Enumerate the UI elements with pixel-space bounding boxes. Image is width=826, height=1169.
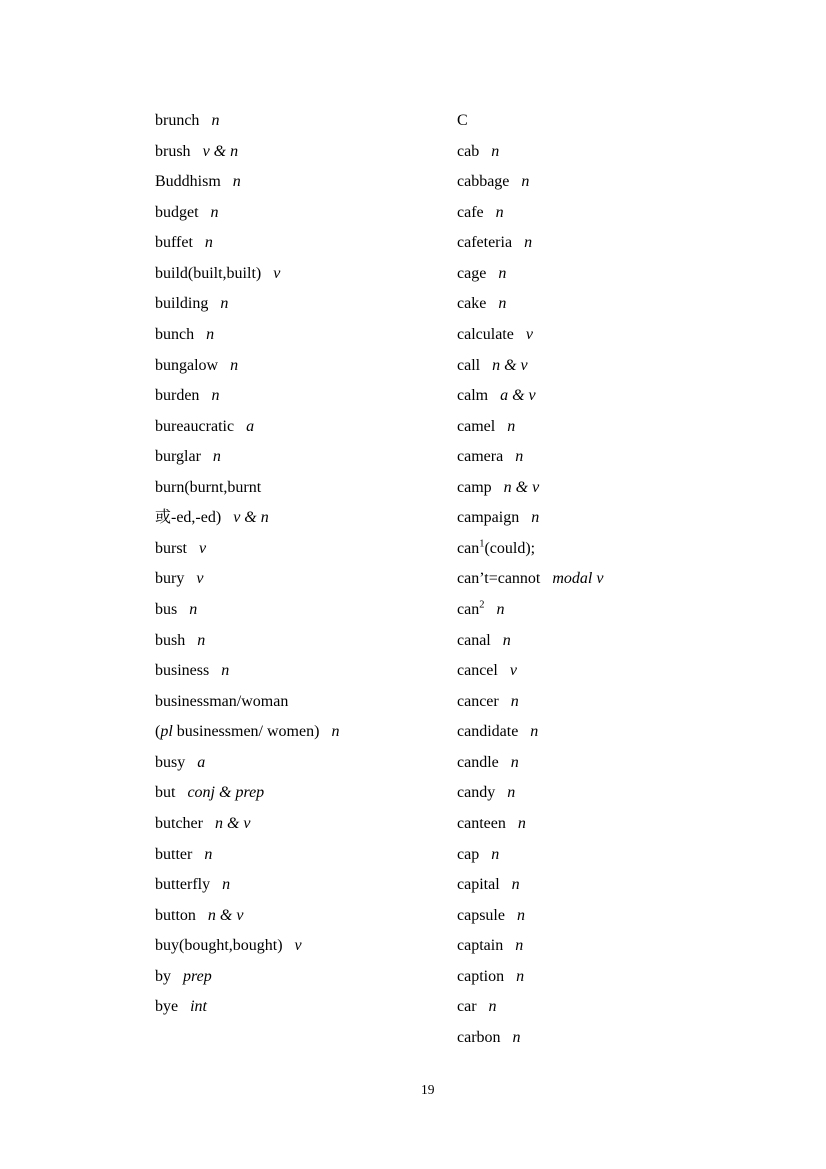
word-entry (457, 717, 603, 748)
part-of-speech: n (510, 753, 519, 771)
word-entry (457, 901, 603, 932)
word-entry (457, 778, 603, 809)
word-text: calculate (457, 325, 514, 343)
word-entry (155, 167, 339, 198)
word-entry (457, 137, 603, 168)
part-of-speech: pl (160, 723, 173, 741)
word-entry (155, 931, 339, 962)
part-of-speech: n (510, 692, 519, 710)
part-of-speech: n (530, 723, 539, 741)
part-of-speech: n (189, 601, 198, 618)
word-text: cafe (457, 203, 484, 221)
word-text: camp (457, 478, 492, 496)
part-of-speech: v (273, 264, 281, 282)
word-text: bunch (155, 325, 195, 343)
word-text: carbon (457, 1028, 501, 1046)
part-of-speech: n (197, 631, 206, 649)
word-entry (155, 534, 339, 565)
word-text: calm (457, 387, 489, 405)
word-text: business (155, 662, 210, 680)
part-of-speech: n (498, 264, 507, 282)
part-of-speech: n (232, 173, 241, 191)
part-of-speech: n (516, 967, 525, 985)
part-of-speech: n (515, 937, 524, 955)
word-entry (457, 992, 603, 1023)
word-text: but (155, 784, 176, 802)
word-text: ( (155, 723, 161, 741)
word-entry (155, 412, 339, 443)
word-text: businessmen/ women) (172, 723, 320, 741)
word-text: brush (155, 142, 191, 160)
word-entry (155, 198, 339, 229)
word-entry (155, 228, 339, 259)
word-text: burn(burnt,burnt (155, 478, 262, 496)
word-entry (457, 442, 603, 473)
part-of-speech: n (511, 876, 520, 894)
word-entry (457, 534, 603, 565)
part-of-speech: n & v (207, 906, 244, 924)
part-of-speech: n (502, 631, 511, 649)
part-of-speech: n (211, 112, 220, 129)
word-text: caption (457, 967, 505, 985)
word-text: candidate (457, 723, 519, 741)
part-of-speech: a & v (500, 387, 536, 405)
word-text: candle (457, 753, 499, 771)
word-text: camera (457, 448, 504, 466)
word-text: butcher (155, 814, 203, 832)
word-entry (457, 595, 603, 626)
word-text: (could); (484, 539, 536, 557)
word-text: camel (457, 417, 496, 435)
word-text: bury (155, 570, 185, 588)
word-list-column-left (155, 106, 339, 1023)
word-text: butter (155, 845, 193, 863)
word-entry (457, 503, 603, 534)
homograph-superscript: 2 (479, 599, 485, 611)
part-of-speech: n (507, 417, 516, 435)
word-text: cafeteria (457, 234, 513, 252)
part-of-speech: n (491, 845, 500, 863)
word-entry (457, 289, 603, 320)
word-text: candy (457, 784, 496, 802)
word-text: build(built,built) (155, 264, 262, 282)
word-entry (457, 320, 603, 351)
word-entry (155, 656, 339, 687)
word-entry (457, 809, 603, 840)
word-text: building (155, 295, 209, 313)
word-text: can (457, 539, 480, 557)
word-text: butterfly (155, 876, 211, 894)
word-text: captain (457, 937, 504, 955)
word-text: cancel (457, 662, 498, 680)
part-of-speech: n (517, 814, 526, 832)
part-of-speech: v (199, 539, 207, 557)
word-text: button (155, 906, 196, 924)
word-text: burglar (155, 448, 201, 466)
word-text: car (457, 998, 477, 1016)
word-entry (155, 259, 339, 290)
part-of-speech: n (521, 173, 530, 191)
word-text: bungalow (155, 356, 219, 374)
part-of-speech: n (488, 998, 497, 1016)
word-text: businessman/woman (155, 692, 289, 710)
word-text: capital (457, 876, 500, 894)
part-of-speech: v (196, 570, 204, 588)
part-of-speech: n & v (503, 478, 540, 496)
word-entry (457, 931, 603, 962)
word-entry (457, 228, 603, 259)
word-entry (155, 564, 339, 595)
word-entry (155, 840, 339, 871)
part-of-speech: int (190, 998, 207, 1016)
word-text: buy(bought,bought) (155, 937, 283, 955)
word-entry (457, 167, 603, 198)
part-of-speech: v (525, 325, 533, 343)
word-text: bus (155, 601, 178, 618)
word-entry (155, 595, 339, 626)
word-entry (155, 962, 339, 993)
part-of-speech: n (524, 234, 533, 252)
word-text: campaign (457, 509, 520, 527)
part-of-speech: n (507, 784, 516, 802)
part-of-speech: prep (183, 967, 212, 985)
part-of-speech: n (495, 203, 504, 221)
word-entry (457, 351, 603, 382)
word-text: cab (457, 142, 480, 160)
section-header (457, 106, 603, 137)
word-text: cancer (457, 692, 499, 710)
word-entry (155, 778, 339, 809)
word-entry (155, 351, 339, 382)
page-number: 19 (421, 1082, 435, 1097)
word-entry (155, 137, 339, 168)
word-entry (155, 106, 339, 137)
word-entry (155, 717, 339, 748)
word-text: busy (155, 753, 186, 771)
word-text: burst (155, 539, 187, 557)
word-text: budget (155, 203, 199, 221)
word-text: bureaucratic (155, 417, 235, 435)
word-text: burden (155, 387, 200, 405)
word-entry (457, 198, 603, 229)
word-text: cage (457, 264, 487, 282)
part-of-speech: n (531, 509, 540, 527)
part-of-speech: n (230, 356, 239, 374)
part-of-speech: modal v (552, 570, 604, 588)
word-text: can (457, 601, 480, 618)
word-entry (457, 748, 603, 779)
word-entry (155, 687, 339, 718)
part-of-speech: n (206, 325, 215, 343)
part-of-speech: n (212, 448, 221, 466)
word-text: brunch (155, 112, 200, 129)
part-of-speech: n (496, 601, 505, 618)
part-of-speech: a (197, 753, 206, 771)
word-text: buffet (155, 234, 193, 252)
word-text: bye (155, 998, 179, 1016)
word-text: bush (155, 631, 186, 649)
word-text: by (155, 967, 171, 985)
word-entry (457, 1023, 603, 1054)
part-of-speech: v (509, 662, 517, 680)
word-entry (155, 748, 339, 779)
word-entry (155, 870, 339, 901)
part-of-speech: n (221, 662, 230, 680)
word-entry (457, 564, 603, 595)
part-of-speech: n (515, 448, 524, 466)
word-text: C (457, 112, 468, 129)
word-text: canteen (457, 814, 506, 832)
part-of-speech: n & v (492, 356, 528, 374)
word-text: call (457, 356, 481, 374)
part-of-speech: n (204, 845, 213, 863)
part-of-speech: n (512, 1028, 521, 1046)
word-entry (155, 503, 339, 534)
word-list-column-right (457, 106, 603, 1053)
part-of-speech: v & n (233, 509, 269, 527)
word-text: cabbage (457, 173, 510, 191)
word-text: Buddhism (155, 173, 221, 191)
part-of-speech: conj & prep (187, 784, 265, 802)
word-entry (155, 442, 339, 473)
word-text: capsule (457, 906, 505, 924)
word-entry (155, 626, 339, 657)
part-of-speech: n (498, 295, 507, 313)
word-entry (457, 962, 603, 993)
word-entry (457, 259, 603, 290)
word-text: can’t=cannot (457, 570, 541, 588)
word-entry (155, 320, 339, 351)
homograph-superscript: 1 (479, 538, 485, 550)
part-of-speech: n (331, 723, 340, 741)
part-of-speech: n (516, 906, 525, 924)
part-of-speech: v (294, 937, 302, 955)
word-entry (457, 626, 603, 657)
word-entry (457, 687, 603, 718)
part-of-speech: a (246, 417, 255, 435)
word-entry (155, 473, 339, 504)
part-of-speech: n (210, 203, 219, 221)
part-of-speech: n (220, 295, 229, 313)
part-of-speech: n & v (214, 814, 251, 832)
word-entry (457, 381, 603, 412)
word-entry (457, 412, 603, 443)
word-entry (155, 809, 339, 840)
word-text: 或-ed,-ed) (155, 509, 222, 527)
word-entry (457, 656, 603, 687)
word-entry (155, 289, 339, 320)
word-text: cake (457, 295, 487, 313)
word-entry (457, 840, 603, 871)
word-entry (155, 381, 339, 412)
word-entry (155, 992, 339, 1023)
part-of-speech: v & n (202, 142, 239, 160)
word-text: canal (457, 631, 491, 649)
word-text: cap (457, 845, 480, 863)
part-of-speech: n (222, 876, 231, 894)
word-entry (457, 473, 603, 504)
part-of-speech: n (204, 234, 213, 252)
part-of-speech: n (491, 142, 500, 160)
word-entry (155, 901, 339, 932)
word-entry (457, 870, 603, 901)
part-of-speech: n (211, 387, 220, 405)
